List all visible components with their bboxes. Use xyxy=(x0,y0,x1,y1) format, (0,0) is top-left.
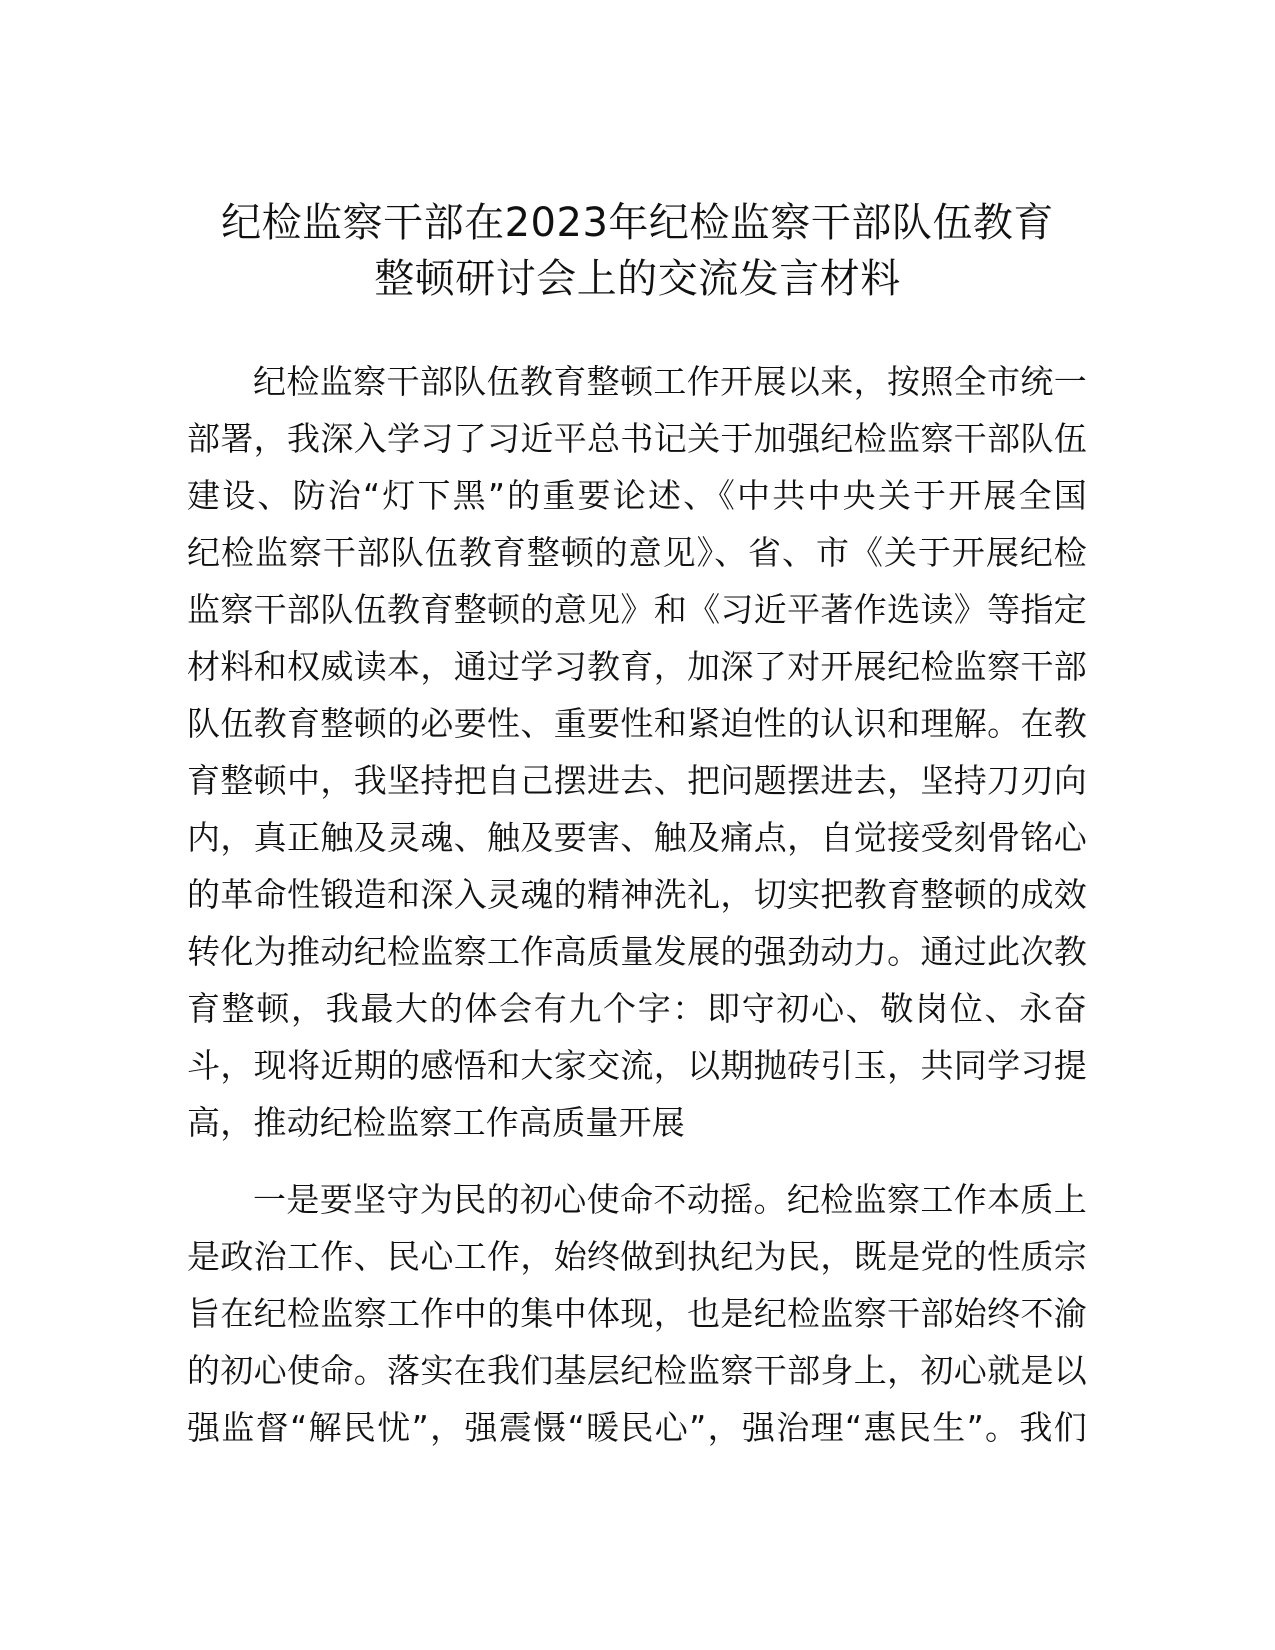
paragraph-line: 一是要坚守为民的初心使命不动摇。纪检监察工作本质上 xyxy=(253,1180,1087,1219)
paragraph-line: 强监督“解民忧”，强震慑“暖民心”，强治理“惠民生”。我们 xyxy=(187,1408,1087,1447)
paragraph-line: 材料和权威读本，通过学习教育，加深了对开展纪检监察干部 xyxy=(187,647,1087,686)
paragraph-line: 的革命性锻造和深入灵魂的精神洗礼，切实把教育整顿的成效 xyxy=(187,875,1087,914)
paragraph-line: 内，真正触及灵魂、触及要害、触及痛点，自觉接受刻骨铭心 xyxy=(187,818,1087,857)
paragraph-line: 是政治工作、民心工作，始终做到执纪为民，既是党的性质宗 xyxy=(187,1237,1087,1276)
paragraph-intro xyxy=(187,353,1087,1151)
paragraph-line: 的初心使命。落实在我们基层纪检监察干部身上，初心就是以 xyxy=(187,1351,1087,1390)
paragraph-line: 纪检监察干部队伍教育整顿的意见》、省、市《关于开展纪检 xyxy=(187,533,1087,572)
paragraph-point-one xyxy=(187,1171,1087,1456)
document-title xyxy=(160,195,1115,307)
paragraph-line: 育整顿，我最大的体会有九个字：即守初心、敬岗位、永奋 xyxy=(187,989,1087,1028)
title-line-2: 整顿研讨会上的交流发言材料 xyxy=(374,256,901,302)
paragraph-line: 纪检监察干部队伍教育整顿工作开展以来，按照全市统一 xyxy=(253,362,1087,401)
paragraph-line: 队伍教育整顿的必要性、重要性和紧迫性的认识和理解。在教 xyxy=(187,704,1087,743)
document-body xyxy=(187,353,1087,1476)
paragraph-line: 转化为推动纪检监察工作高质量发展的强劲动力。通过此次教 xyxy=(187,932,1087,971)
paragraph-line: 部署，我深入学习了习近平总书记关于加强纪检监察干部队伍 xyxy=(187,419,1087,458)
paragraph-line: 育整顿中，我坚持把自己摆进去、把问题摆进去，坚持刀刃向 xyxy=(187,761,1087,800)
paragraph-line: 斗，现将近期的感悟和大家交流，以期抛砖引玉，共同学习提 xyxy=(187,1046,1087,1085)
paragraph-line: 高，推动纪检监察工作高质量开展 xyxy=(187,1103,685,1142)
title-line-1: 纪检监察干部在2023年纪检监察干部队伍教育 xyxy=(221,200,1054,246)
paragraph-line: 旨在纪检监察工作中的集中体现，也是纪检监察干部始终不渝 xyxy=(187,1294,1087,1333)
paragraph-line: 建设、防治“灯下黑”的重要论述、《中共中央关于开展全国 xyxy=(187,476,1087,515)
paragraph-line: 监察干部队伍教育整顿的意见》和《习近平著作选读》等指定 xyxy=(187,590,1087,629)
